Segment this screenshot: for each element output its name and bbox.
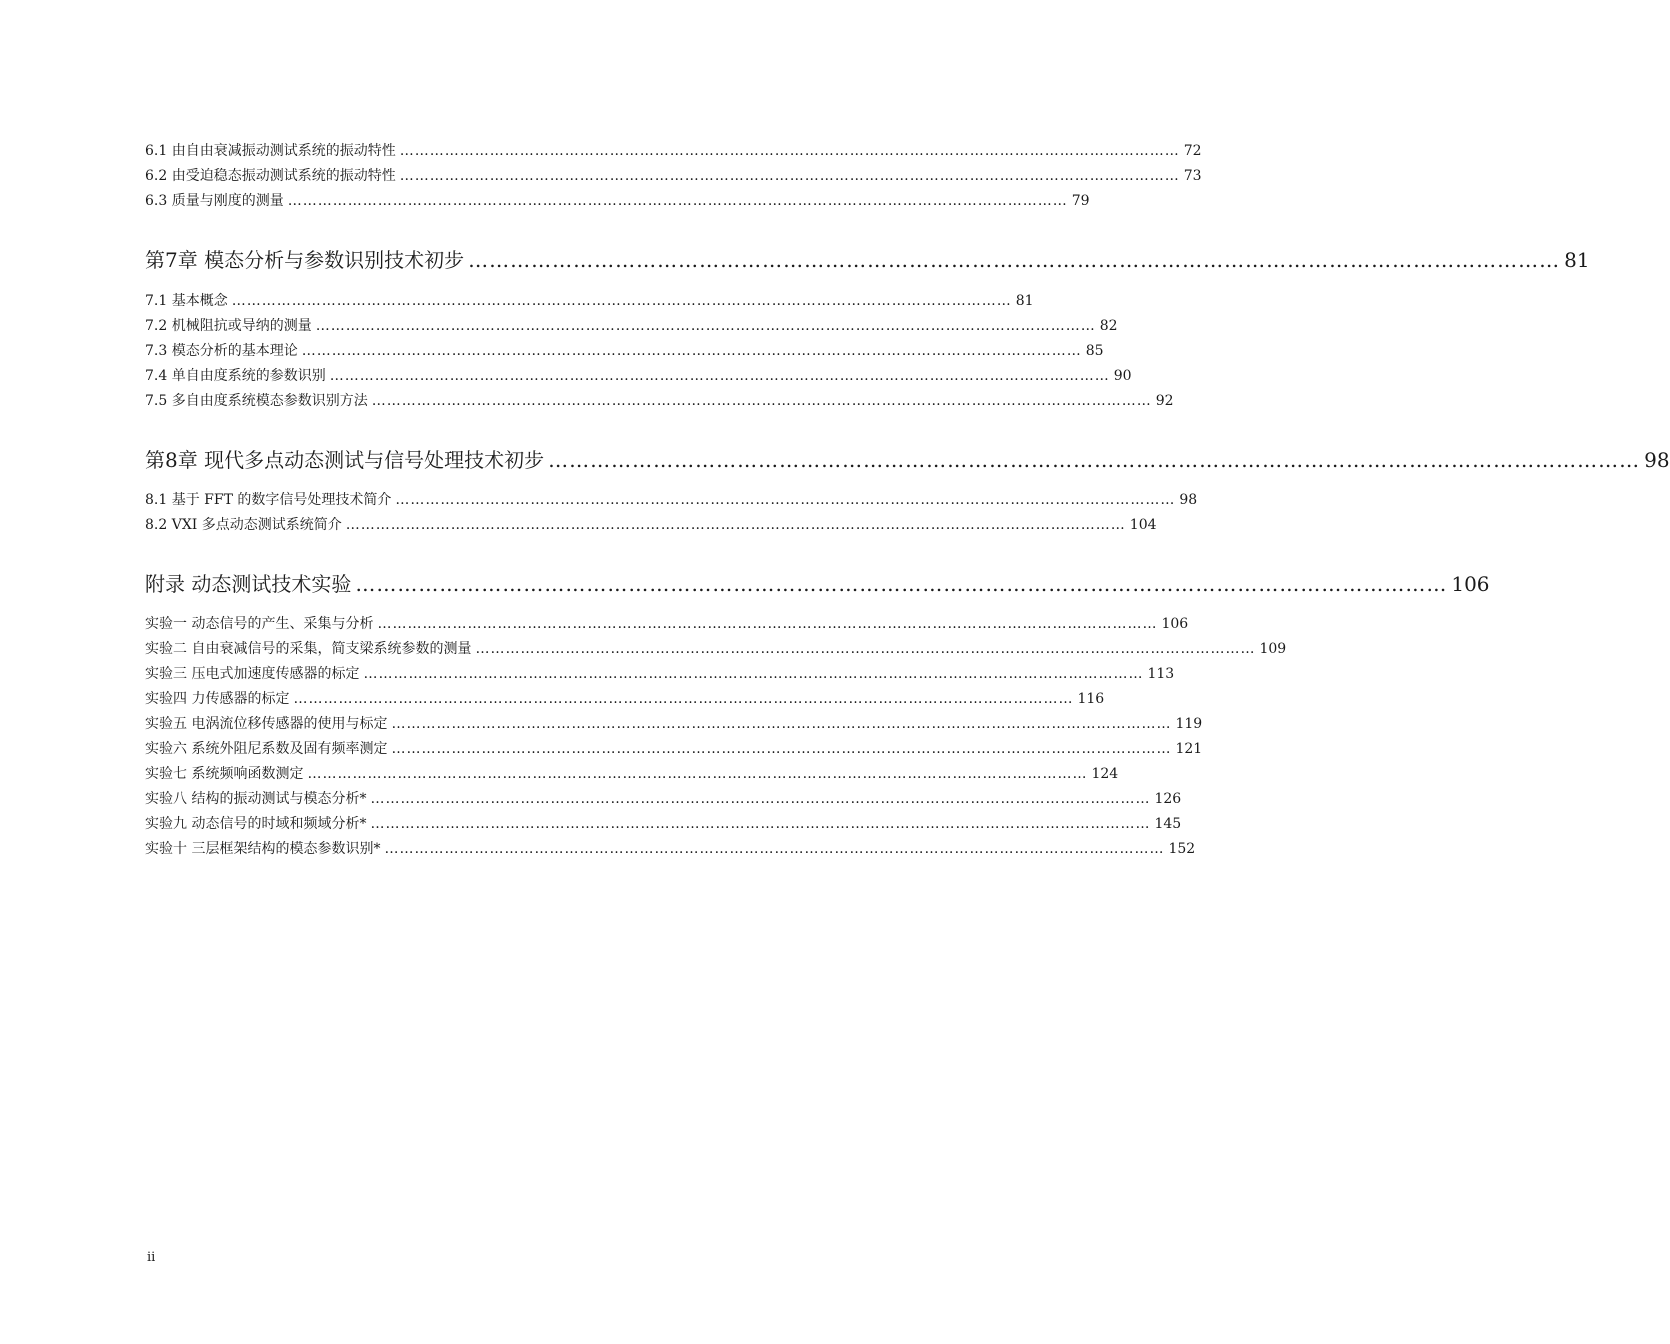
toc-experiment-8[interactable]: 实验八 结构的振动测试与模态分析* ………………………………………………………………………………………………………………………………………… 126 (145, 791, 1182, 807)
toc-entry-8-1[interactable]: 8.1 基于 FFT 的数字信号处理技术简介 ………………………………………………………………………………………………………………………………………… 98 (145, 492, 1198, 508)
toc-entry-6-3[interactable]: 6.3 质量与刚度的测量 ………………………………………………………………………………………………………………………………………… 79 (145, 193, 1090, 209)
toc-entry-7-2[interactable]: 7.2 机械阻抗或导纳的测量 ………………………………………………………………………………………………………………………………………… 82 (145, 318, 1118, 334)
toc-entry-6-1[interactable]: 6.1 由自由衰减振动测试系统的振动特性 ………………………………………………………………………………………………………………………………………… 72 (145, 143, 1202, 159)
toc-entry-7-4[interactable]: 7.4 单自由度系统的参数识别 ………………………………………………………………………………………………………………………………………… 90 (145, 368, 1132, 384)
toc-appendix[interactable]: 附录 动态测试技术实验 ………………………………………………………………………………………………………………………………………… 106 (145, 572, 1490, 596)
toc-entry-8-2[interactable]: 8.2 VXI 多点动态测试系统简介 ………………………………………………………………………………………………………………………………………… 104 (145, 517, 1157, 533)
toc-chapter-8[interactable]: 第8章 现代多点动态测试与信号处理技术初步 ………………………………………………………………………………………………………………………………………… 98 (145, 448, 1670, 472)
toc-entry-7-5[interactable]: 7.5 多自由度系统模态参数识别方法 ………………………………………………………………………………………………………………………………………… 92 (145, 393, 1174, 409)
toc-experiment-9[interactable]: 实验九 动态信号的时域和频域分析* ………………………………………………………………………………………………………………………………………… 145 (145, 816, 1182, 832)
toc-experiment-3[interactable]: 实验三 压电式加速度传感器的标定 ………………………………………………………………………………………………………………………………………… 113 (145, 666, 1175, 682)
toc-experiment-4[interactable]: 实验四 力传感器的标定 ………………………………………………………………………………………………………………………………………… 116 (145, 691, 1105, 707)
page-number: ii (147, 1250, 156, 1265)
toc-experiment-1[interactable]: 实验一 动态信号的产生、采集与分析 ………………………………………………………………………………………………………………………………………… 106 (145, 616, 1189, 632)
toc-experiment-5[interactable]: 实验五 电涡流位移传感器的使用与标定 ………………………………………………………………………………………………………………………………………… 119 (145, 716, 1203, 732)
toc-experiment-10[interactable]: 实验十 三层框架结构的模态参数识别* ………………………………………………………………………………………………………………………………………… 152 (145, 841, 1196, 857)
toc-entry-6-2[interactable]: 6.2 由受迫稳态振动测试系统的振动特性 ………………………………………………………………………………………………………………………………………… 73 (145, 168, 1202, 184)
toc-chapter-7[interactable]: 第7章 模态分析与参数识别技术初步 ………………………………………………………………………………………………………………………………………… 81 (145, 248, 1590, 272)
toc-experiment-7[interactable]: 实验七 系统频响函数测定 ………………………………………………………………………………………………………………………………………… 124 (145, 766, 1119, 782)
toc-experiment-6[interactable]: 实验六 系统外阻尼系数及固有频率测定 ………………………………………………………………………………………………………………………………………… 121 (145, 741, 1203, 757)
toc-entry-7-1[interactable]: 7.1 基本概念 ………………………………………………………………………………………………………………………………………… 81 (145, 293, 1034, 309)
toc-entry-7-3[interactable]: 7.3 模态分析的基本理论 ………………………………………………………………………………………………………………………………………… 85 (145, 343, 1104, 359)
toc-experiment-2[interactable]: 实验二 自由衰减信号的采集，简支梁系统参数的测量 ………………………………………………………………………………………………………………………………………… 109 (145, 641, 1287, 657)
